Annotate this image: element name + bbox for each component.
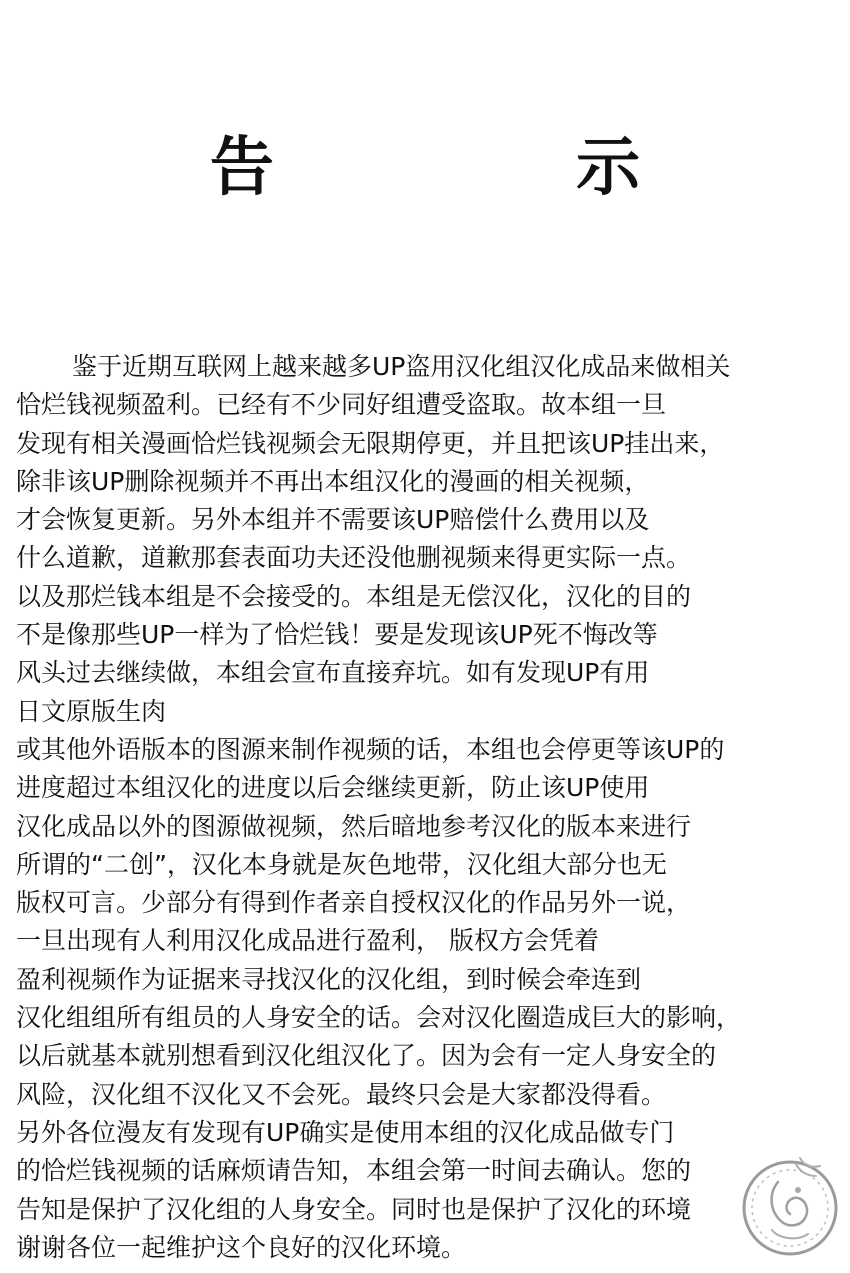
notice-line: 除非该UP删除视频并不再出本组汉化的漫画的相关视频， xyxy=(16,466,650,496)
notice-line: 或其他外语版本的图源来制作视频的话，本组也会停更等该UP的 xyxy=(16,734,725,764)
notice-line: 以及那烂钱本组是不会接受的。本组是无偿汉化，汉化的目的 xyxy=(16,581,692,611)
notice-line: 风头过去继续做，本组会宣布直接弃坑。如有发现UP有用 xyxy=(16,658,650,688)
notice-line: 版权可言。少部分有得到作者亲自授权汉化的作品另外一说， xyxy=(16,888,692,918)
notice-line: 鉴于近期互联网上越来越多UP盗用汉化组汉化成品来做相关 xyxy=(72,352,731,381)
notice-line: 一旦出现有人利用汉化成品进行盈利， 版权方会凭着 xyxy=(16,926,599,956)
notice-line: 的恰烂钱视频的话麻烦请告知，本组会第一时间去确认。您的 xyxy=(16,1156,692,1186)
notice-line: 谢谢各位一起维护这个良好的汉化环境。 xyxy=(16,1232,467,1262)
notice-line: 告知是保护了汉化组的人身安全。同时也是保护了汉化的环境 xyxy=(16,1194,692,1224)
notice-line: 什么道歉，道歉那套表面功夫还没他删视频来得更实际一点。 xyxy=(16,543,692,573)
notice-line: 汉化组组所有组员的人身安全的话。会对汉化圈造成巨大的影响， xyxy=(16,1003,742,1033)
notice-line: 汉化成品以外的图源做视频，然后暗地参考汉化的版本来进行 xyxy=(16,811,692,841)
notice-line: 日文原版生肉 xyxy=(16,696,167,726)
notice-line: 发现有相关漫画恰烂钱视频会无限期停更，并且把该UP挂出来， xyxy=(16,428,725,458)
notice-line: 恰烂钱视频盈利。已经有不少同好组遭受盗取。故本组一旦 xyxy=(16,390,667,420)
notice-line: 以后就基本就别想看到汉化组汉化了。因为会有一定人身安全的 xyxy=(16,1041,717,1071)
notice-line: 所谓的“二创”，汉化本身就是灰色地带，汉化组大部分也无 xyxy=(16,849,667,879)
notice-line: 风险，汉化组不汉化又不会死。最终只会是大家都没得看。 xyxy=(16,1079,667,1109)
page-title: 告 示 xyxy=(209,131,781,205)
notice-line: 不是像那些UP一样为了恰烂钱！要是发现该UP死不悔改等 xyxy=(16,620,658,650)
notice-line: 才会恢复更新。另外本组并不需要该UP赔偿什么费用以及 xyxy=(16,505,650,535)
notice-line: 另外各位漫友有发现有UP确实是使用本组的汉化成品做专门 xyxy=(16,1117,675,1147)
notice-body xyxy=(16,348,844,1267)
watermark-seal-icon xyxy=(738,1150,842,1260)
notice-line: 盈利视频作为证据来寻找汉化的汉化组，到时候会牵连到 xyxy=(16,964,642,994)
notice-line: 进度超过本组汉化的进度以后会继续更新，防止该UP使用 xyxy=(16,773,650,803)
